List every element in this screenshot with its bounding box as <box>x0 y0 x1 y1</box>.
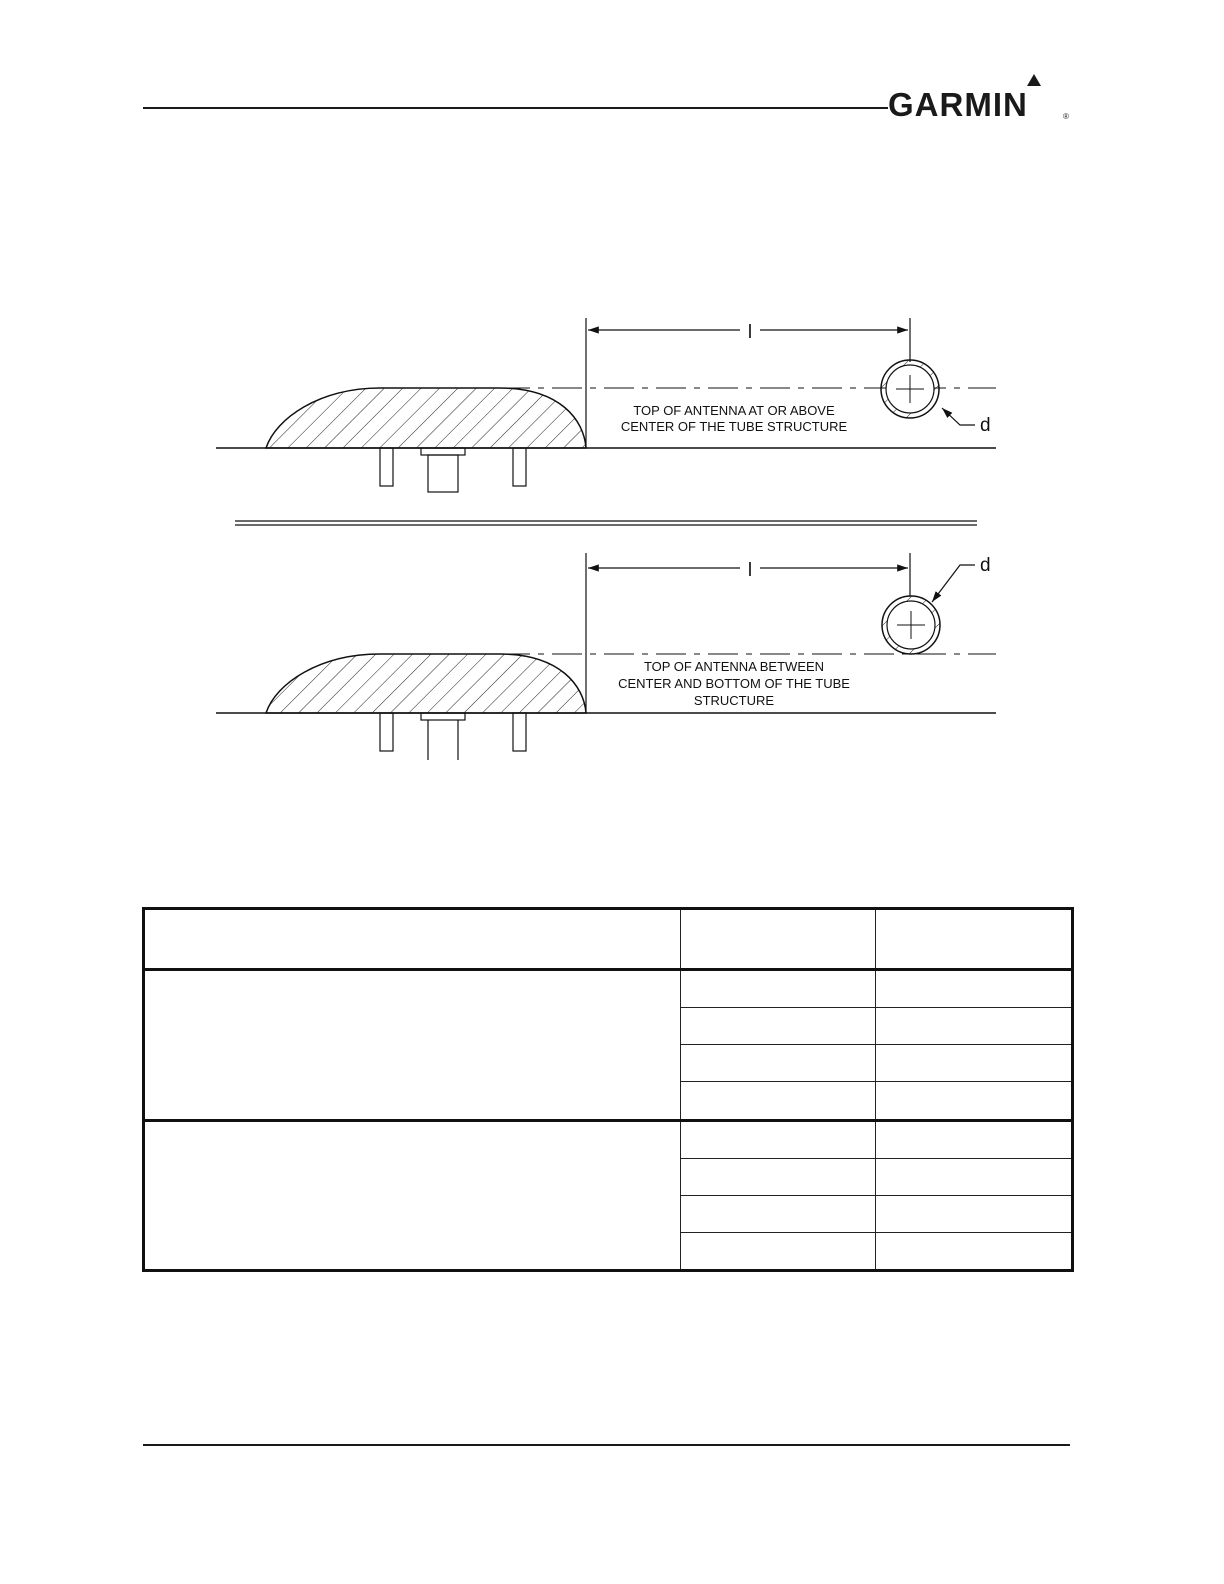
top-view <box>216 318 996 492</box>
caption-line-1: TOP OF ANTENNA BETWEEN <box>643 659 825 674</box>
table-header-row <box>144 909 1073 970</box>
distance-label: l <box>747 322 753 343</box>
group-label-cell <box>144 970 681 1120</box>
header-cell <box>681 909 876 970</box>
table-cell <box>681 1120 876 1158</box>
table-cell <box>681 1008 876 1045</box>
table-cell <box>876 1158 1073 1195</box>
header-cell <box>876 909 1073 970</box>
antenna-stud-right <box>513 713 526 751</box>
table-cell <box>876 1008 1073 1045</box>
table-cell <box>681 1158 876 1195</box>
connector-flange <box>421 713 465 720</box>
table-cell <box>681 1232 876 1270</box>
antenna-connector <box>428 455 458 492</box>
diameter-leader <box>932 565 975 602</box>
bottom-view <box>216 553 996 760</box>
table-cell <box>681 970 876 1008</box>
group-label-cell <box>144 1120 681 1270</box>
table-cell <box>876 1195 1073 1232</box>
antenna-stud-left <box>380 713 393 751</box>
table-cell <box>681 1195 876 1232</box>
registered-mark: ® <box>1063 112 1069 121</box>
diameter-leader <box>942 408 975 425</box>
caption-line-1: TOP OF ANTENNA AT OR ABOVE <box>633 403 835 418</box>
caption-line-2: CENTER AND BOTTOM OF THE TUBE <box>618 676 850 691</box>
table-cell <box>876 970 1073 1008</box>
table-cell <box>876 1120 1073 1158</box>
table-cell <box>681 1045 876 1082</box>
antenna-body <box>266 654 586 713</box>
distance-label: l <box>747 560 753 581</box>
caption-line-3: STRUCTURE <box>693 693 775 708</box>
table-cell <box>876 1232 1073 1270</box>
footer-rule <box>143 1444 1070 1446</box>
connector-flange <box>421 448 465 455</box>
table-cell <box>681 1082 876 1120</box>
caption-line-2: CENTER OF THE TUBE STRUCTURE <box>620 419 848 434</box>
table-row <box>144 1120 1073 1158</box>
clearance-table <box>142 907 1074 1272</box>
table-cell <box>876 1045 1073 1082</box>
diameter-label: d <box>980 555 991 576</box>
antenna-body <box>266 388 586 448</box>
table-row <box>144 970 1073 1008</box>
antenna-stud-left <box>380 448 393 486</box>
diameter-label: d <box>980 415 991 436</box>
antenna-stud-right <box>513 448 526 486</box>
brand-name: GARMIN <box>888 86 1028 123</box>
table-cell <box>876 1082 1073 1120</box>
header-cell <box>144 909 681 970</box>
